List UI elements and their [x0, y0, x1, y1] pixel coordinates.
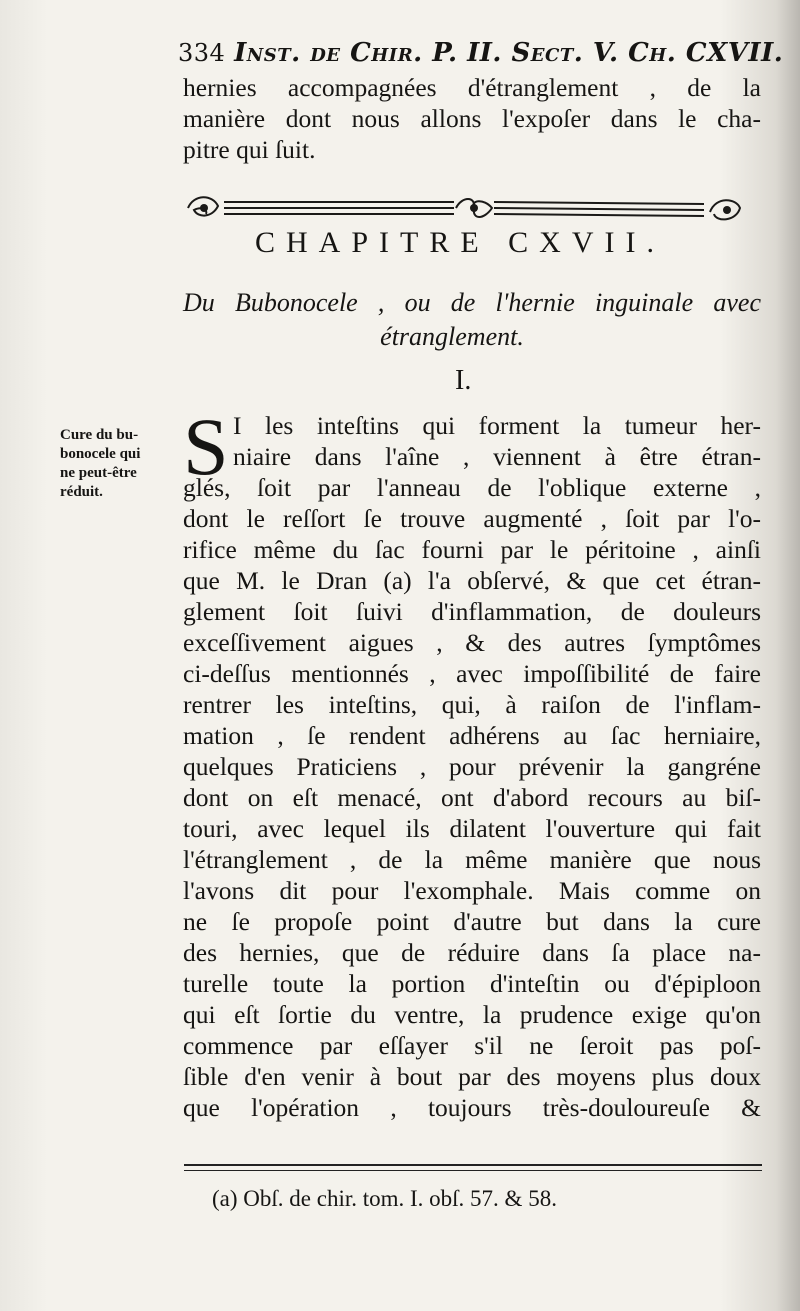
text-line: exceſſivement aigues , & des autres ſymptômes [183, 628, 761, 657]
text-line: qui eſt ſortie du ventre, la prudence exige qu'on [183, 1000, 761, 1029]
text-line: rentrer les inteſtins, qui, à raiſon de l'inflam- [183, 690, 761, 719]
chapter-title: CHAPITRE CXVII. [255, 226, 665, 259]
subtitle-line: Du Bubonocele , ou de l'hernie inguinale avec [183, 288, 761, 317]
footnote: (a) Obſ. de chir. tom. I. obſ. 57. & 58. [212, 1186, 557, 1211]
text-line: pitre qui ſuit. [183, 135, 316, 164]
drop-cap: S [183, 401, 229, 492]
text-line: l'étranglement , de la même manière que nous [183, 845, 761, 874]
margin-note-line: ne peut-être [60, 465, 137, 481]
text-line: touri, avec lequel ils dilatent l'ouverture qui fait [183, 814, 761, 843]
text-line: rifice même du ſac fourni par le péritoine , ainſi [183, 535, 761, 564]
text-line: que l'opération , toujours très-douloureuſe & [183, 1093, 761, 1122]
text-line: hernies accompagnées d'étranglement , de la [183, 73, 761, 102]
text-line: mation , ſe rendent adhérens au ſac herniaire, [183, 721, 761, 750]
text-line: niaire dans l'aîne , viennent à être étran- [233, 442, 761, 471]
text-line: I les inteſtins qui forment la tumeur her- [233, 411, 761, 440]
subtitle-line: étranglement. [380, 322, 524, 351]
text-line: des hernies, que de réduire dans ſa place na- [183, 938, 761, 967]
text-line: quelques Praticiens , pour prévenir la gangréne [183, 752, 761, 781]
text-line: l'avons dit pour l'exomphale. Mais comme on [183, 876, 761, 905]
text-line: glement ſoit ſuivi d'inflammation, de douleurs [183, 597, 761, 626]
text-line: glés, ſoit par l'anneau de l'oblique externe , [183, 473, 761, 502]
margin-note-line: bonocele qui [60, 446, 141, 462]
text-line: que M. le Dran (a) l'a obſervé, & que cet étran- [183, 566, 761, 595]
text-line: dont le reſſort ſe trouve augmenté , ſoit par l'o- [183, 504, 761, 533]
text-line: dont on eſt menacé, ont d'abord recours au biſ- [183, 783, 761, 812]
text-line: manière dont nous allons l'expoſer dans le cha- [183, 104, 761, 133]
text-line: ſible d'en venir à bout par des moyens plus doux [183, 1062, 761, 1091]
chapter-subtitle [183, 286, 761, 354]
section-number: I. [455, 365, 472, 396]
text-line: ne ſe propoſe point d'autre but dans la cure [183, 907, 761, 936]
margin-note-line: réduit. [60, 484, 103, 500]
footnote-rule [184, 1170, 762, 1171]
main-paragraph [183, 401, 761, 1123]
margin-note-line: Cure du bu- [60, 427, 139, 443]
margin-note [60, 426, 178, 502]
text-line: turelle toute la portion d'inteſtin ou d'épiploon [183, 969, 761, 998]
intro-paragraph [183, 72, 761, 165]
text-line: ci-deſſus mentionnés , avec impoſſibilité de faire [183, 659, 761, 688]
running-head [178, 38, 784, 68]
chapter-ornament [184, 188, 746, 228]
footnote-rule [184, 1164, 762, 1166]
text-line: commence par eſſayer s'il ne ſeroit pas poſ- [183, 1031, 761, 1060]
page-number: 334 [178, 39, 226, 67]
running-title: Inst. de Chir. P. II. Sect. V. Ch. CXVII. [234, 38, 784, 68]
